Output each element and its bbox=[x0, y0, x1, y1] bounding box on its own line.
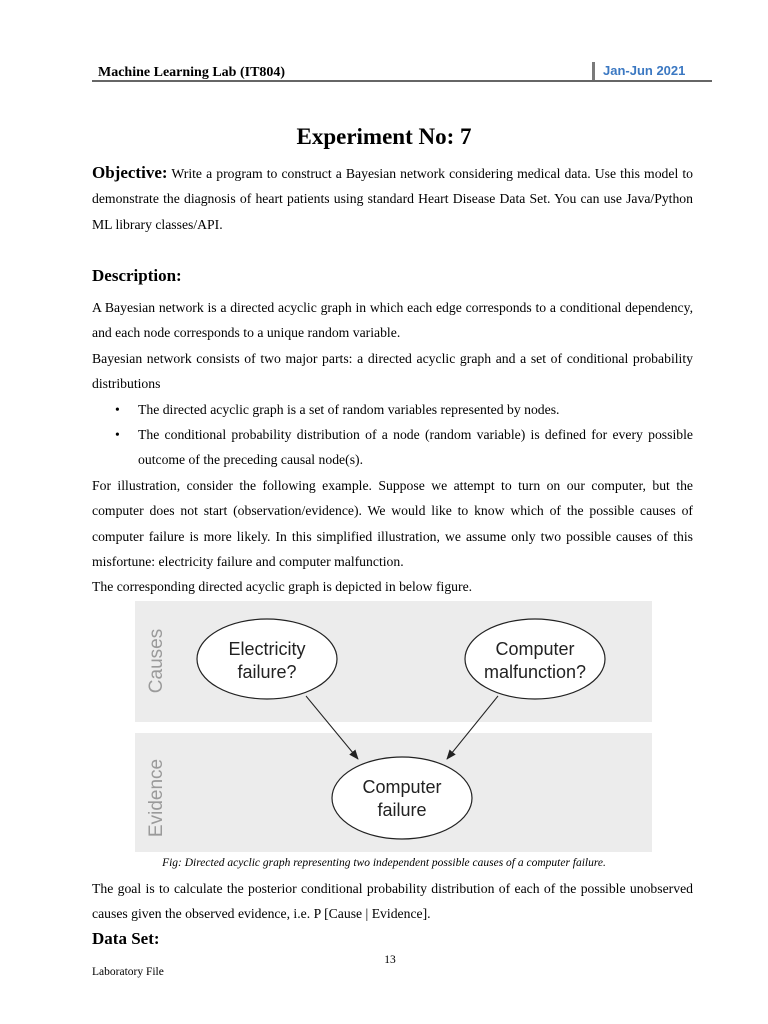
svg-text:Electricity: Electricity bbox=[228, 639, 306, 659]
description-para-2: Bayesian network consists of two major parts: a directed acyclic graph and a set of conditional probability distributions bbox=[92, 350, 693, 392]
semester-label: Jan-Jun 2021 bbox=[592, 62, 685, 80]
svg-text:Computer: Computer bbox=[362, 777, 442, 797]
objective-label: Objective: bbox=[92, 163, 168, 182]
experiment-title: Experiment No: 7 bbox=[296, 124, 472, 149]
svg-text:failure?: failure? bbox=[237, 662, 297, 682]
node-computer-failure bbox=[332, 757, 472, 839]
evidence-label: Evidence bbox=[146, 758, 167, 838]
svg-text:Computer: Computer bbox=[495, 639, 575, 659]
description-para-1: A Bayesian network is a directed acyclic graph in which each edge corresponds to a conditional dependency, and each node corresponds to a unique random variable. bbox=[92, 300, 693, 341]
description-section bbox=[92, 295, 693, 600]
footer-label: Laboratory File bbox=[92, 966, 164, 978]
svg-text:malfunction?: malfunction? bbox=[483, 662, 587, 682]
description-bullet-list bbox=[92, 397, 693, 473]
svg-text:failure: failure bbox=[377, 800, 427, 820]
header-divider bbox=[92, 80, 712, 82]
list-item: • The directed acyclic graph is a set of random variables represented by nodes. bbox=[115, 401, 560, 417]
description-para-4: The corresponding directed acyclic graph is depicted in below figure. bbox=[92, 579, 473, 595]
description-heading: Description: bbox=[92, 266, 182, 285]
page-number: 13 bbox=[384, 954, 396, 966]
node-electricity-failure bbox=[197, 619, 337, 699]
objective-section bbox=[92, 160, 693, 237]
figure-caption: Fig: Directed acyclic graph representing two independent possible causes of a computer failure. bbox=[162, 857, 606, 869]
course-title: Machine Learning Lab (IT804) bbox=[98, 65, 286, 80]
goal-paragraph: The goal is to calculate the posterior conditional probability distribution of each of the possible unobserved causes given the observed evidence, i.e. P [Cause | Evidence]. bbox=[92, 881, 693, 922]
node-computer-malfunction bbox=[465, 619, 605, 699]
dataset-heading: Data Set: bbox=[92, 929, 160, 948]
description-para-3: For illustration, consider the following example. Suppose we attempt to turn on our computer, but the computer does not start (observation/evidence). We would like to know which of the possible causes of computer failure is more likely. In this simplified illustration, we assume only two possible causes of this misfortune: electricity failure and computer malfunction. bbox=[92, 477, 693, 570]
bayesian-network-figure bbox=[135, 601, 652, 852]
list-item: • The conditional probability distribution of a node (random variable) is defined for every possible outcome of the preceding causal node(s). bbox=[115, 427, 693, 468]
causes-label: Causes bbox=[146, 628, 167, 694]
objective-text: Write a program to construct a Bayesian network considering medical data. Use this model to demonstrate the diagnosis of heart patients using standard Heart Disease Data Set. You can use Java/Python ML library classes/API. bbox=[92, 166, 693, 232]
